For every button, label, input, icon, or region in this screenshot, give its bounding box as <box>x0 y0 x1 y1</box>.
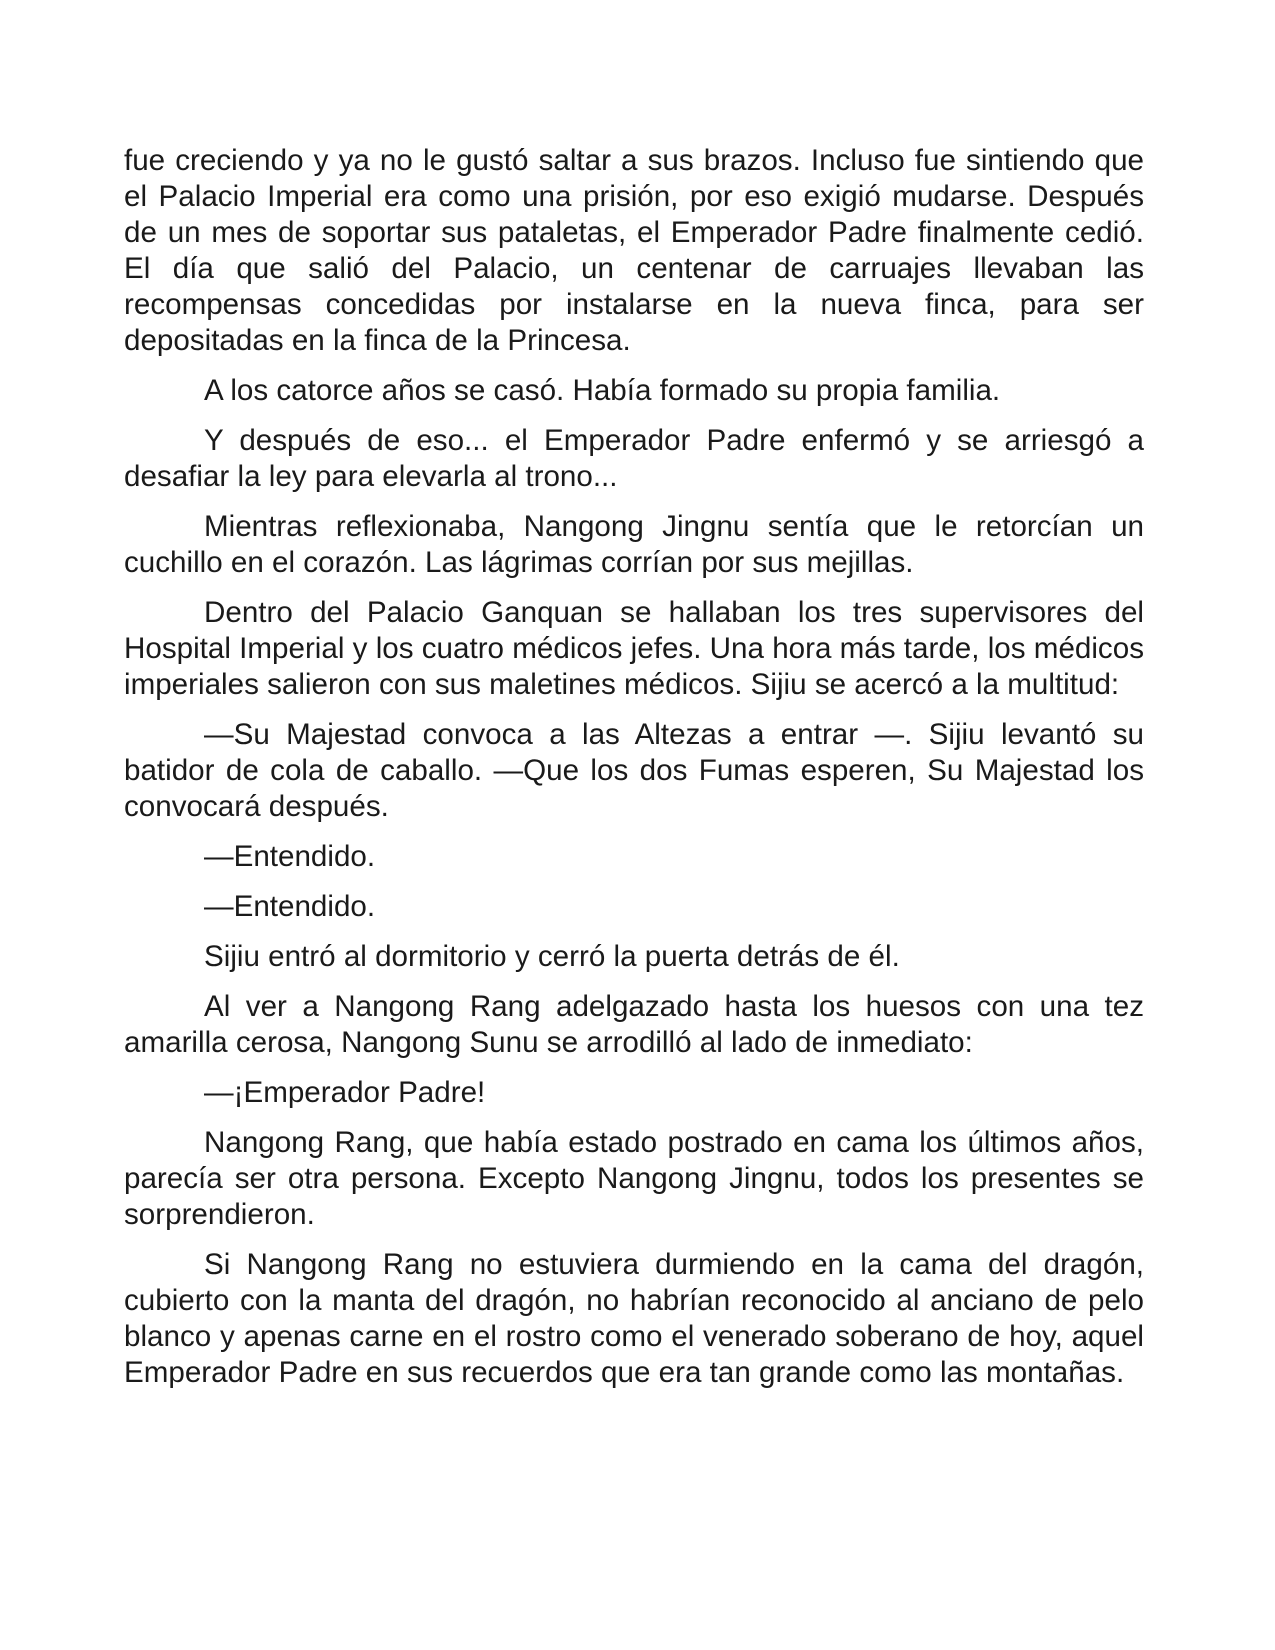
paragraph: —Entendido. <box>204 890 376 923</box>
paragraph: Dentro del Palacio Ganquan se hallaban los tres supervisores del Hospital Imperial y los cuatro médicos jefes. Una hora más tarde, los médicos imperiales salieron con sus maletines médicos. Sijiu se acercó a la multitud: <box>124 596 1144 701</box>
paragraph: Sijiu entró al dormitorio y cerró la puerta detrás de él. <box>204 940 900 973</box>
paragraph: —¡Emperador Padre! <box>204 1076 486 1109</box>
body-text <box>124 143 1144 1405</box>
paragraph: fue creciendo y ya no le gustó saltar a sus brazos. Incluso fue sintiendo que el Palacio Imperial era como una prisión, por eso exigió mudarse. Después de un mes de soportar sus pataletas, el Emperador Padre finalmente cedió. El día que salió del Palacio, un centenar de carruajes llevaban las recompensas concedidas por instalarse en la nueva finca, para ser depositadas en la finca de la Princesa. <box>124 144 1144 357</box>
paragraph: Si Nangong Rang no estuviera durmiendo en la cama del dragón, cubierto con la manta del dragón, no habrían reconocido al anciano de pelo blanco y apenas carne en el rostro como el venerado soberano de hoy, aquel Emperador Padre en sus recuerdos que era tan grande como las montañas. <box>124 1248 1144 1389</box>
paragraph: Y después de eso... el Emperador Padre enfermó y se arriesgó a desafiar la ley para elevarla al trono... <box>124 424 1144 493</box>
paragraph: Mientras reflexionaba, Nangong Jingnu sentía que le retorcían un cuchillo en el corazón. Las lágrimas corrían por sus mejillas. <box>124 510 1144 579</box>
paragraph: —Entendido. <box>204 840 376 873</box>
paragraph: A los catorce años se casó. Había formado su propia familia. <box>204 374 1001 407</box>
paragraph: —Su Majestad convoca a las Altezas a entrar —. Sijiu levantó su batidor de cola de caballo. —Que los dos Fumas esperen, Su Majestad los convocará después. <box>124 718 1144 823</box>
paragraph: Al ver a Nangong Rang adelgazado hasta los huesos con una tez amarilla cerosa, Nangong Sunu se arrodilló al lado de inmediato: <box>124 990 1144 1059</box>
paragraph: Nangong Rang, que había estado postrado en cama los últimos años, parecía ser otra persona. Excepto Nangong Jingnu, todos los presentes se sorprendieron. <box>124 1126 1144 1231</box>
